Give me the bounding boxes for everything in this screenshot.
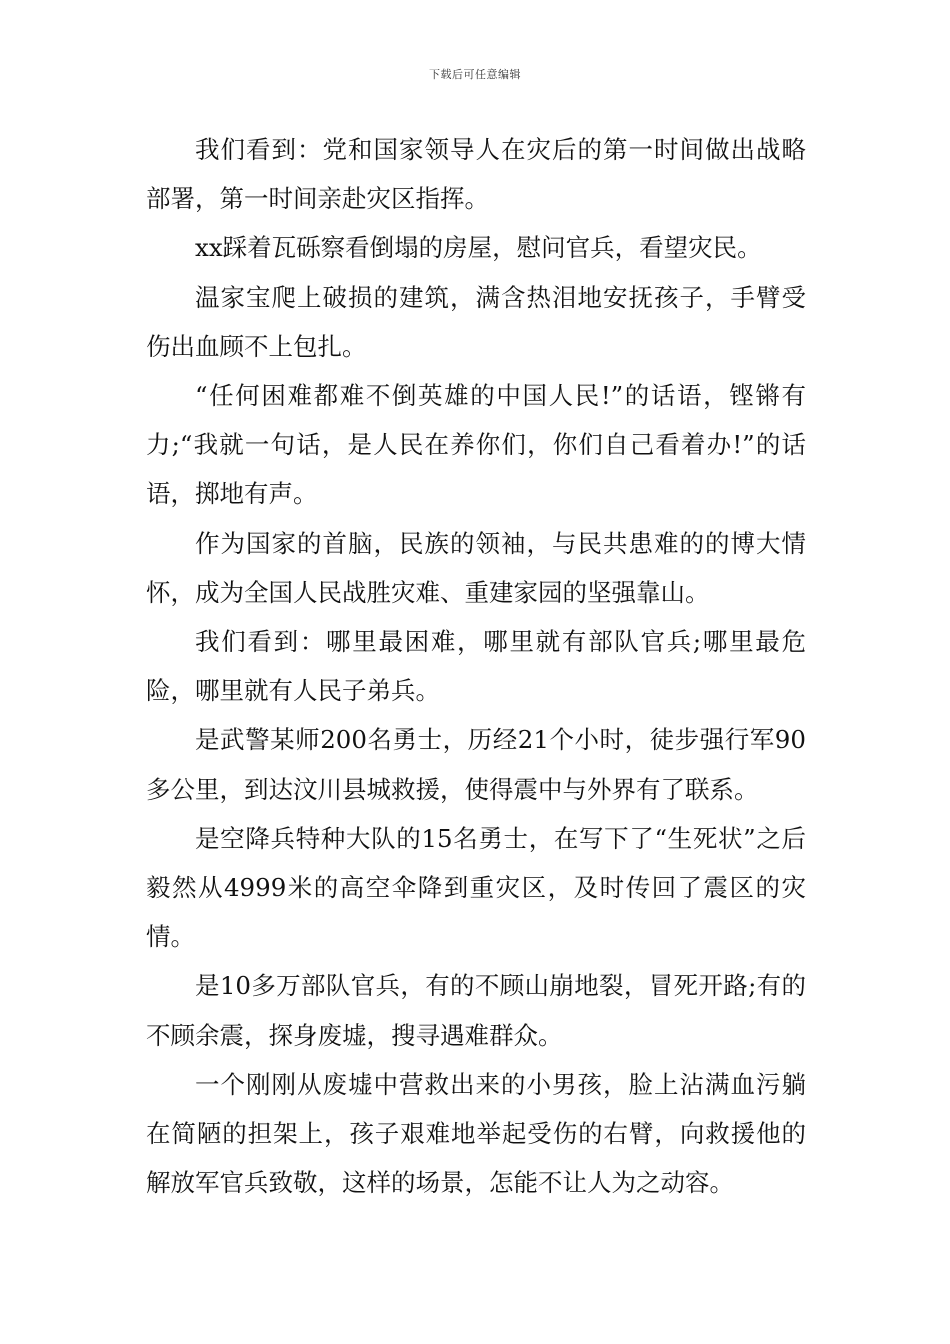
paragraph: 作为国家的首脑，民族的领袖，与民共患难的的博大情怀，成为全国人民战胜灾难、重建家园的坚强靠山。 bbox=[146, 528, 806, 607]
paragraph: xx踩着瓦砾察看倒塌的房屋，慰问官兵，看望灾民。 bbox=[195, 233, 762, 263]
paragraph: 温家宝爬上破损的建筑，满含热泪地安抚孩子，手臂受伤出血顾不上包扎。 bbox=[146, 282, 806, 361]
header-note: 下载后可任意编辑 bbox=[429, 68, 521, 81]
paragraph: 我们看到：党和国家领导人在灾后的第一时间做出战略部署，第一时间亲赴灾区指挥。 bbox=[146, 135, 806, 214]
document-body bbox=[146, 125, 806, 1207]
paragraph: 是空降兵特种大队的15名勇士，在写下了“生死状”之后毅然从4999米的高空伞降到重灾区，及时传回了震区的灾情。 bbox=[146, 823, 806, 952]
paragraph: “任何困难都难不倒英雄的中国人民!”的话语，铿锵有力;“我就一句话，是人民在养你们，你们自己看着办!”的话语，掷地有声。 bbox=[146, 381, 806, 509]
paragraph: 我们看到：哪里最困难，哪里就有部队官兵;哪里最危险，哪里就有人民子弟兵。 bbox=[146, 627, 806, 706]
paragraph: 是10多万部队官兵，有的不顾山崩地裂，冒死开路;有的不顾余震，探身废墟，搜寻遇难群众。 bbox=[146, 971, 806, 1050]
paragraph: 一个刚刚从废墟中营救出来的小男孩，脸上沾满血污躺在简陋的担架上，孩子艰难地举起受伤的右臂，向救援他的解放军官兵致敬，这样的场景，怎能不让人为之动容。 bbox=[146, 1069, 806, 1198]
paragraph: 是武警某师200名勇士，历经21个小时，徒步强行军90多公里，到达汶川县城救援，使得震中与外界有了联系。 bbox=[146, 725, 806, 804]
